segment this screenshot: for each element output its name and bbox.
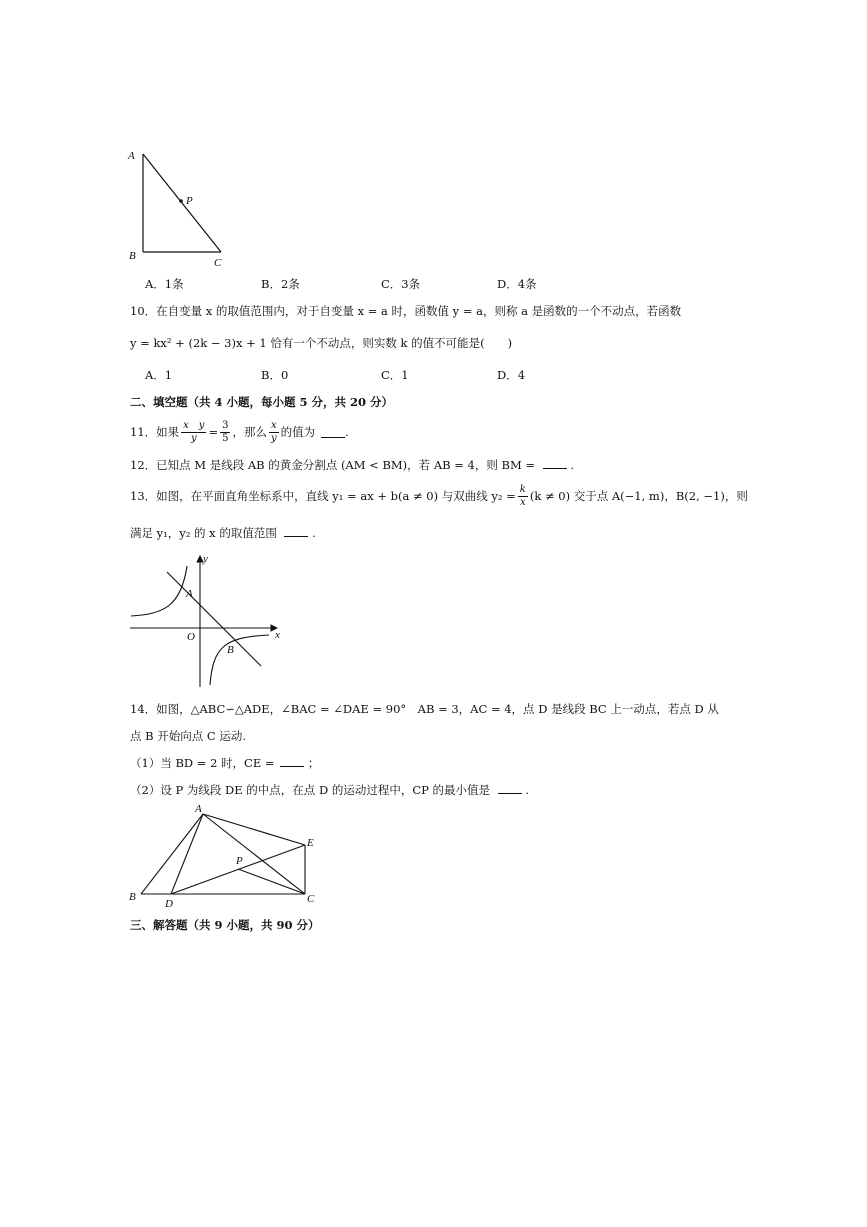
segment-ab [141, 814, 203, 894]
q14-line2: 点 B 开始向点 C 运动. [130, 729, 247, 743]
q14-sub1-text: （1）当 BD = 2 时，CE = [130, 756, 275, 770]
q9-option-b: B．2条 [261, 277, 300, 291]
q13-frac-denominator: x [520, 496, 526, 508]
q13-line2 [130, 525, 316, 540]
q11-line [130, 417, 349, 447]
q11-frac1 [181, 420, 206, 445]
q14-sub2-answer-blank[interactable] [498, 782, 522, 794]
q11-end: . [345, 425, 349, 439]
hyperbola-branch-right [210, 635, 269, 685]
q13-part1: 13．如图，在平面直角坐标系中，直线 y₁ = ax + b(a ≠ 0) 与双曲线 y₂ = [130, 489, 516, 503]
q13-end: . [312, 526, 316, 540]
label-a: A [186, 588, 193, 600]
q11-frac2-numerator: 3 [222, 419, 229, 431]
side-ac [143, 154, 221, 252]
q10-option-a: A．1 [145, 368, 173, 382]
q14-line1: 14．如图，△ABC∽△ADE，∠BAC = ∠DAE = 90° AB = 3，AC = 4，点 D 是线段 BC 上一动点，若点 D 从 [130, 702, 719, 716]
q13-line1 [130, 482, 748, 510]
q10-option-c: C．1 [381, 368, 409, 382]
q9-triangle-figure [120, 145, 240, 270]
q12-text: 12．已知点 M 是线段 AB 的黄金分割点 (AM < BM)，若 AB = 4，则 BM = [130, 458, 536, 472]
q11-frac1-denominator: y [190, 432, 197, 444]
q12-answer-blank[interactable] [543, 457, 567, 469]
q9-option-a: A．1条 [145, 277, 184, 291]
q11-frac2 [220, 420, 230, 445]
label-c: C [214, 257, 222, 269]
q14-sub2-text: （2）设 P 为线段 DE 的中点，在点 D 的运动过程中，CP 的最小值是 [130, 783, 491, 797]
label-y: y [203, 553, 208, 565]
label-p: P [236, 855, 243, 867]
line-y1 [167, 572, 261, 666]
segment-ae [203, 814, 305, 845]
q12-end: . [570, 458, 574, 472]
q11-frac2-denominator: 5 [222, 432, 229, 444]
q11-frac1-numerator: x y [183, 419, 205, 431]
segment-ac [203, 814, 305, 894]
q14-sub1 [130, 755, 319, 770]
q14-sub2 [130, 782, 529, 797]
q9-option-d: D．4条 [497, 277, 537, 291]
segment-ad [171, 814, 203, 894]
label-b: B [227, 644, 234, 656]
label-a: A [195, 803, 202, 815]
label-x: x [275, 629, 280, 641]
q10-option-b: B．0 [261, 368, 289, 382]
label-a: A [128, 150, 135, 162]
q11-frac3-numerator: x [269, 420, 279, 433]
q9-option-c: C．3条 [381, 277, 421, 291]
q10-option-d: D．4 [497, 368, 526, 382]
label-e: E [307, 837, 314, 849]
section3-title: 三、解答题（共 9 小题，共 90 分） [130, 918, 320, 932]
q14-sub2-end: . [525, 783, 529, 797]
segment-pc [238, 869, 305, 894]
q13-line2-text: 满足 y₁，y₂ 的 x 的取值范围 [130, 526, 277, 540]
label-b: B [129, 250, 136, 262]
q13-answer-blank[interactable] [284, 525, 308, 537]
q11-answer-blank[interactable] [321, 426, 345, 438]
q12-line [130, 457, 574, 472]
label-d: D [165, 898, 173, 910]
hyperbola-branch-left [131, 566, 187, 616]
point-p [179, 199, 183, 203]
q11-frac3-denominator: y [270, 432, 277, 444]
q13-frac [518, 484, 528, 509]
q11-equals: = [208, 425, 219, 439]
label-o: O [187, 631, 195, 643]
q13-coordinate-figure [125, 552, 290, 692]
q10-line2: y = kx² + (2k − 3)x + 1 恰有一个不动点，则实数 k 的值不可能是( ) [130, 336, 513, 350]
q14-sub1-answer-blank[interactable] [280, 755, 304, 767]
label-p: P [186, 195, 193, 207]
q13-part2: (k ≠ 0) 交于点 A(−1, m)，B(2, −1)，则 [529, 489, 748, 503]
q11-prefix: 11．如果 [130, 425, 180, 439]
q14-sub1-end: ； [307, 756, 320, 770]
q11-frac3 [269, 420, 279, 445]
label-c: C [307, 893, 315, 905]
q13-frac-numerator: k [519, 483, 526, 495]
q11-suffix: 的值为 [280, 425, 316, 439]
q10-line1: 10．在自变量 x 的取值范围内，对于自变量 x = a 时，函数值 y = a，则称 a 是函数的一个不动点，若函数 [130, 304, 682, 318]
label-b: B [129, 891, 136, 903]
q14-geometry-figure [125, 802, 325, 912]
q11-mid: ，那么 [232, 425, 267, 439]
section2-title: 二、填空题（共 4 小题，每小题 5 分，共 20 分） [130, 395, 394, 409]
